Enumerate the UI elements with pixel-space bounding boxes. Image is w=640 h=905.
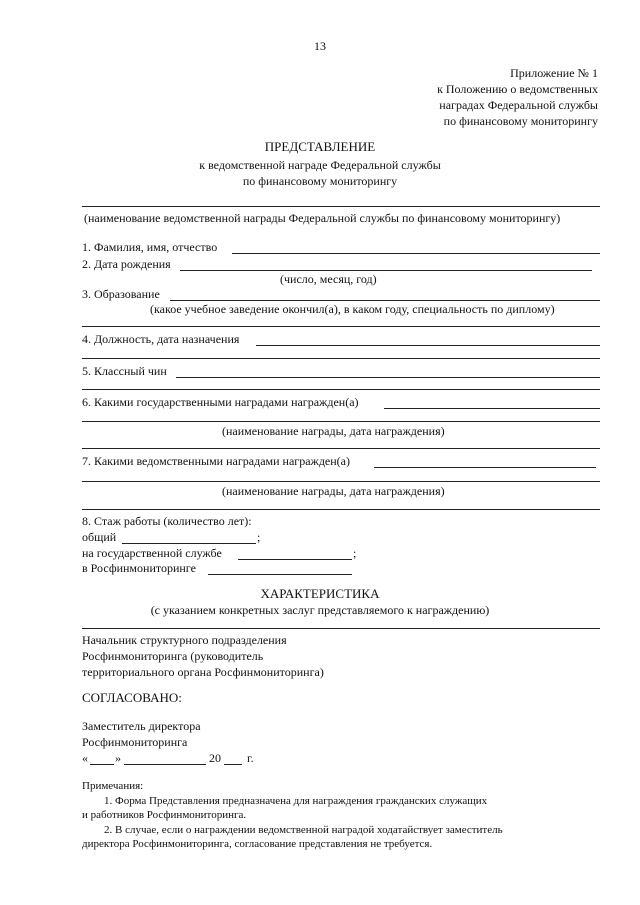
date-open-quote: « — [82, 751, 88, 765]
field-state-awards-line-3 — [82, 448, 600, 449]
field-education-label: 3. Образование — [82, 287, 160, 301]
note-1-line-1: 1. Форма Представления предназначена для награждения гражданских служащих — [104, 795, 488, 807]
award-name-line — [82, 206, 600, 207]
date-close-quote: » — [115, 751, 121, 765]
field-dept-awards-caption: (наименование награды, дата награждения) — [222, 484, 445, 498]
field-state-awards-line — [384, 408, 600, 409]
field-birth-date-caption: (число, месяц, год) — [280, 272, 377, 286]
field-education-caption: (какое учебное заведение окончил(а), в каком году, специальность по диплому) — [150, 302, 555, 316]
date-year-prefix: 20 — [209, 751, 221, 765]
field-dept-awards-line — [374, 467, 596, 468]
field-education-line — [170, 300, 600, 301]
note-2-line-1: 2. В случае, если о награждении ведомственной наградой ходатайствует заместитель — [104, 824, 503, 836]
field-birth-date-line — [180, 270, 592, 271]
field-experience-civil-semicolon: ; — [353, 546, 357, 560]
field-full-name-label: 1. Фамилия, имя, отчество — [82, 240, 218, 254]
characteristic-title: ХАРАКТЕРИСТИКА — [260, 586, 380, 601]
chief-line-3: территориального органа Росфинмониторинга) — [82, 665, 324, 679]
field-state-awards-label: 6. Какими государственными наградами награжден(а) — [82, 395, 359, 409]
field-full-name-line — [232, 253, 600, 254]
chief-line-1: Начальник структурного подразделения — [82, 633, 287, 647]
appendix-line-3: наградах Федеральной службы — [439, 98, 598, 112]
field-experience-rosfin-label: в Росфинмониторинге — [82, 561, 196, 575]
field-experience-total-semicolon: ; — [257, 530, 261, 544]
field-class-rank-label: 5. Классный чин — [82, 364, 167, 378]
date-month-line — [124, 764, 206, 765]
field-dept-awards-line-2 — [82, 481, 600, 482]
field-experience-civil-label: на государственной службе — [82, 546, 222, 560]
field-dept-awards-line-3 — [82, 509, 600, 510]
characteristic-subtitle: (с указанием конкретных заслуг представляемого к награждению) — [150, 603, 490, 617]
appendix-line-2: к Положению о ведомственных — [437, 82, 598, 96]
field-class-rank-line-2 — [82, 389, 600, 390]
field-position-line-2 — [82, 358, 600, 359]
field-position-line — [256, 345, 600, 346]
note-2-line-2: директора Росфинмониторинга, согласование представления не требуется. — [82, 838, 433, 850]
heading-line-3: по финансовому мониторингу — [242, 174, 398, 188]
heading-line-2: к ведомственной награде Федеральной службы — [199, 158, 441, 172]
deputy-line-2: Росфинмониторинга — [82, 735, 188, 749]
field-education-line-2 — [82, 326, 600, 327]
award-name-caption: (наименование ведомственной награды Федеральной службы по финансовому мониторингу) — [84, 211, 561, 225]
field-experience-total-label: общий — [82, 530, 117, 544]
date-year-line — [224, 764, 242, 765]
heading-title: ПРЕДСТАВЛЕНИЕ — [264, 139, 376, 154]
deputy-line-1: Заместитель директора — [82, 719, 201, 733]
field-birth-date-label: 2. Дата рождения — [82, 257, 171, 271]
field-experience-total-line — [122, 543, 256, 544]
appendix-line-1: Приложение № 1 — [510, 66, 598, 80]
field-state-awards-line-2 — [82, 421, 600, 422]
date-year-suffix: г. — [247, 751, 254, 765]
field-dept-awards-label: 7. Какими ведомственными наградами награжден(а) — [82, 454, 350, 468]
notes-title: Примечания: — [82, 780, 144, 792]
characteristic-line — [82, 628, 600, 629]
note-1-line-2: и работников Росфинмониторинга. — [82, 809, 247, 821]
field-class-rank-line — [176, 377, 600, 378]
page-number: 13 — [314, 39, 326, 53]
chief-line-2: Росфинмониторинга (руководитель — [82, 649, 264, 663]
field-experience-label: 8. Стаж работы (количество лет): — [82, 514, 252, 528]
agreed-label: СОГЛАСОВАНО: — [82, 690, 182, 705]
date-day-line — [90, 764, 114, 765]
field-experience-civil-line — [238, 559, 352, 560]
field-position-label: 4. Должность, дата назначения — [82, 332, 240, 346]
field-state-awards-caption: (наименование награды, дата награждения) — [222, 424, 445, 438]
field-experience-rosfin-line — [208, 574, 352, 575]
appendix-line-4: по финансовому мониторингу — [443, 114, 598, 128]
